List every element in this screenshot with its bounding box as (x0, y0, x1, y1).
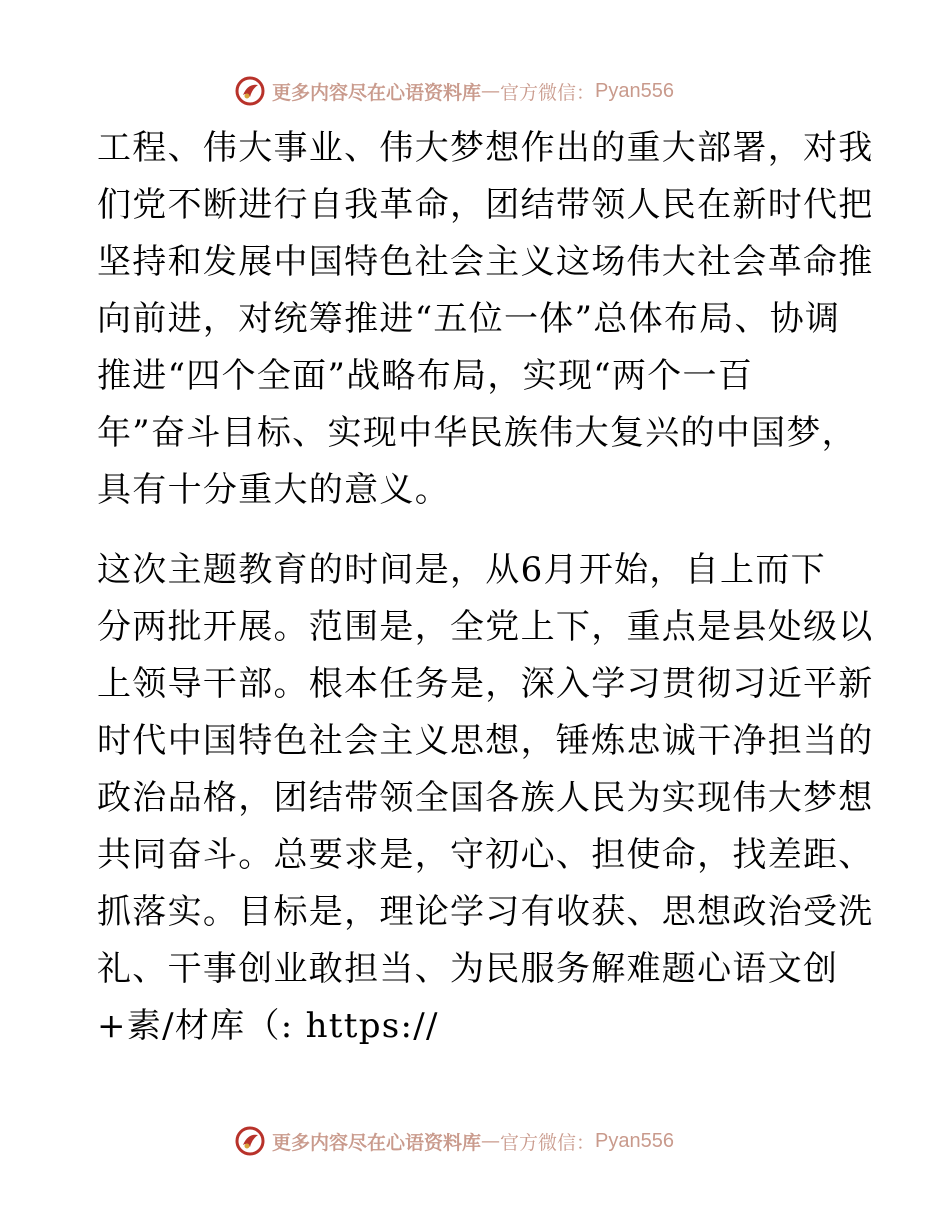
swirl-logo-icon (234, 1125, 266, 1157)
text-line: +素/材库（: https:// (97, 1006, 439, 1046)
text-line: 这次主题教育的时间是，从6月开始，自上而下 (97, 550, 826, 590)
text-line: 政治品格，团结带领全国各族人民为实现伟大梦想 (97, 778, 874, 818)
watermark-brand: 更多内容尽在心语资料库 (272, 81, 482, 104)
header-watermark (234, 74, 674, 108)
text-line: 推进“四个全面”战略布局，实现“两个一百 (97, 356, 754, 396)
text-line: 工程、伟大事业、伟大梦想作出的重大部署，对我 (97, 128, 874, 168)
text-line: 分两批开展。范围是，全党上下，重点是县处级以 (97, 607, 874, 647)
text-line: 礼、干事创业敢担当、为民服务解难题心语文创 (97, 949, 839, 989)
footer-watermark (234, 1124, 674, 1158)
text-line: 具有十分重大的意义。 (97, 470, 450, 510)
text-line: 坚持和发展中国特色社会主义这场伟大社会革命推 (97, 242, 874, 282)
text-line: 向前进，对统筹推进“五位一体”总体布局、协调 (97, 299, 841, 339)
watermark-dash: — (481, 1130, 501, 1152)
text-line: 上领导干部。根本任务是，深入学习贯彻习近平新 (97, 664, 874, 704)
text-line: 共同奋斗。总要求是，守初心、担使命，找差距、 (97, 835, 874, 875)
watermark-label: 官方微信： (500, 81, 596, 104)
watermark-label: 官方微信： (500, 1131, 596, 1154)
text-line: 年”奋斗目标、实现中华民族伟大复兴的中国梦， (97, 413, 857, 453)
watermark-brand: 更多内容尽在心语资料库 (272, 1131, 482, 1154)
watermark-wechat-id: Pyan556 (595, 1129, 674, 1152)
text-line: 们党不断进行自我革命，团结带领人民在新时代把 (97, 185, 874, 225)
watermark-wechat-id: Pyan556 (595, 79, 674, 102)
text-line: 抓落实。目标是，理论学习有收获、思想政治受洗 (97, 892, 874, 932)
swirl-logo-icon (234, 75, 266, 107)
text-line: 时代中国特色社会主义思想，锤炼忠诚干净担当的 (97, 721, 874, 761)
watermark-dash: — (481, 80, 501, 102)
